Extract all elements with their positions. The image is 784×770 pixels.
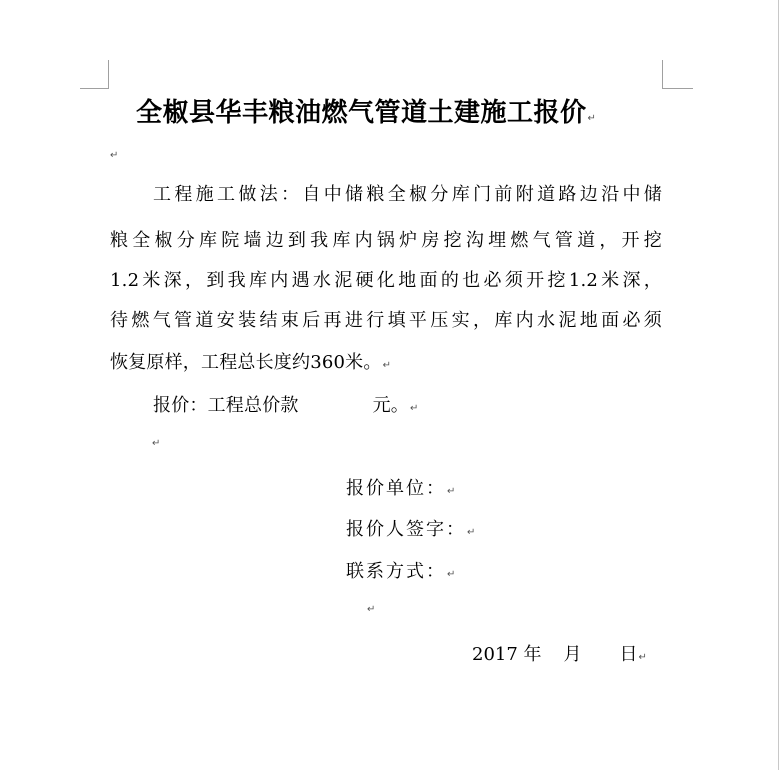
quote-label: 报价：工程总价款 (153, 395, 299, 416)
date-month: 月 (563, 644, 582, 665)
title-text: 全椒县华丰粮油燃气管道土建施工报价 (136, 98, 587, 128)
signature-unit (346, 474, 457, 500)
body-line-1: 工程施工做法：自中储粮全椒分库门前附道路边沿中储 (153, 184, 662, 205)
signature-unit-label: 报价单位： (346, 478, 446, 499)
signature-signer-label: 报价人签字： (346, 519, 466, 540)
date-year-suffix: 年 (523, 644, 542, 665)
quote-line (153, 391, 419, 417)
paragraph-mark-icon: ↵ (638, 652, 647, 663)
signature-contact (346, 557, 457, 583)
body-line-5 (110, 348, 391, 374)
paragraph-mark-icon: ↵ (410, 403, 419, 414)
crop-mark-top-right (662, 60, 693, 89)
body-line-4: 待燃气管道安装结束后再进行填平压实，库内水泥地面必须 (110, 310, 662, 331)
body-line-3: 1.2米深，到我库内遇水泥硬化地面的也必须开挖1.2米深， (110, 270, 662, 291)
date-year: 2017 (472, 644, 518, 665)
quote-unit: 元。 (372, 395, 410, 416)
date-line (472, 640, 647, 666)
paragraph-mark-icon: ↵ (152, 438, 161, 449)
document-title (136, 92, 596, 129)
paragraph-mark-icon: ↵ (467, 527, 478, 538)
signature-contact-label: 联系方式： (346, 561, 446, 582)
crop-mark-top-left (80, 60, 109, 89)
paragraph-mark-icon: ↵ (382, 360, 392, 371)
date-day: 日 (619, 644, 638, 665)
body-line-2: 粮全椒分库院墙边到我库内锅炉房挖沟埋燃气管道，开挖 (110, 230, 662, 251)
signature-signer (346, 515, 477, 541)
paragraph-mark-icon: ↵ (447, 569, 458, 580)
paragraph-mark-icon: ↵ (447, 486, 458, 497)
paragraph-mark-icon: ↵ (587, 113, 597, 124)
body-line-5-text: 恢复原样，工程总长度约360米。 (110, 352, 382, 373)
paragraph-mark-icon: ↵ (367, 604, 376, 615)
page-edge (778, 0, 779, 770)
paragraph-mark-icon: ↵ (110, 150, 119, 161)
